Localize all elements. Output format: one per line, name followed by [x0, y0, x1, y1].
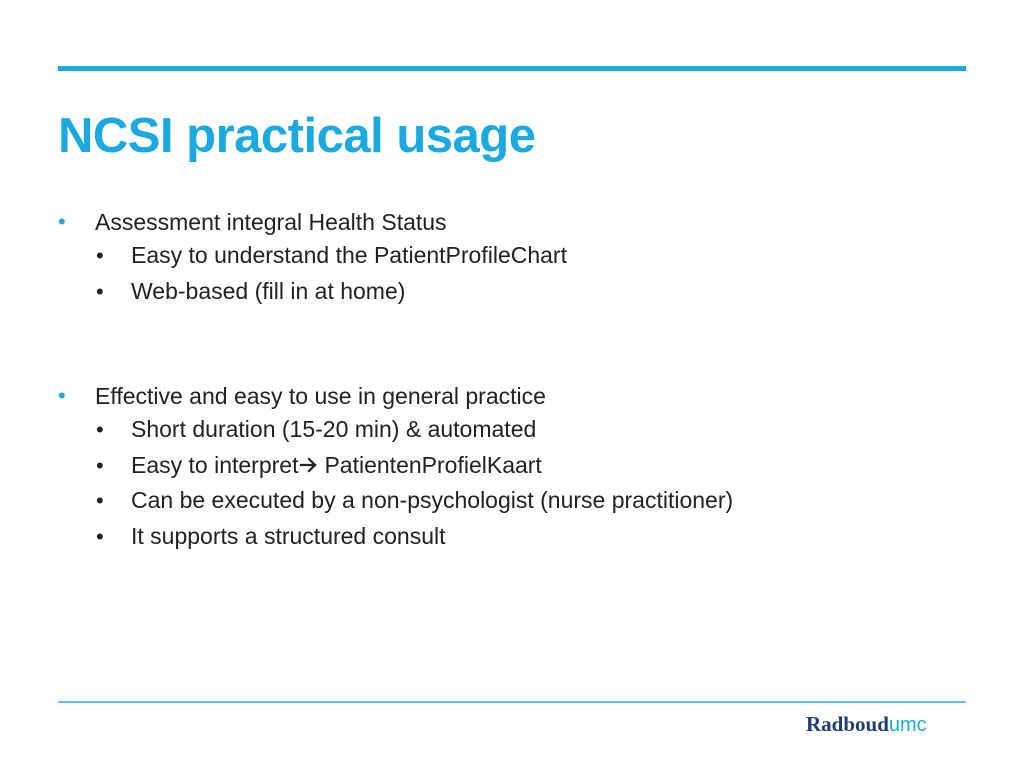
list-item	[58, 412, 958, 448]
bullet-icon: •	[58, 209, 66, 234]
bottom-divider	[58, 701, 966, 703]
list-item-text: Can be executed by a non-psychologist (nurse practitioner)	[131, 487, 734, 513]
logo-text-umc: umc	[888, 714, 927, 736]
list-item-text: Short duration (15-20 min) & automated	[131, 416, 537, 442]
section-heading: Assessment integral Health Status	[95, 209, 447, 235]
bullet-icon: •	[96, 523, 104, 549]
page-title: NCSI practical usage	[58, 109, 536, 163]
list-item-text: Easy to interpret	[131, 451, 299, 478]
list-item	[58, 274, 958, 310]
list-item	[58, 380, 958, 412]
arrow-right-icon	[300, 448, 318, 484]
list-item	[58, 206, 958, 238]
logo-text-radboud: Radboud	[806, 712, 889, 736]
bullet-icon: •	[96, 243, 104, 268]
list-item	[58, 448, 958, 484]
radboudumc-logo	[806, 712, 927, 737]
list-item	[58, 483, 958, 519]
bullet-icon: •	[96, 452, 104, 478]
list-item	[58, 519, 958, 555]
bullet-section-2	[58, 380, 958, 554]
slide-content	[58, 206, 958, 554]
list-item-text: PatientenProfielKaart	[324, 451, 542, 478]
top-divider	[58, 66, 966, 71]
list-item	[58, 238, 958, 274]
bullet-icon: •	[96, 488, 104, 513]
bullet-icon: •	[58, 383, 66, 408]
bullet-icon: •	[96, 417, 104, 442]
list-item-text: Web-based (fill in at home)	[131, 277, 406, 304]
list-item-text: It supports a structured consult	[131, 522, 446, 549]
list-item-text: Easy to understand the PatientProfileChart	[131, 242, 567, 268]
bullet-section-1	[58, 206, 958, 309]
section-heading: Effective and easy to use in general practice	[95, 383, 546, 409]
bullet-icon: •	[96, 278, 104, 304]
